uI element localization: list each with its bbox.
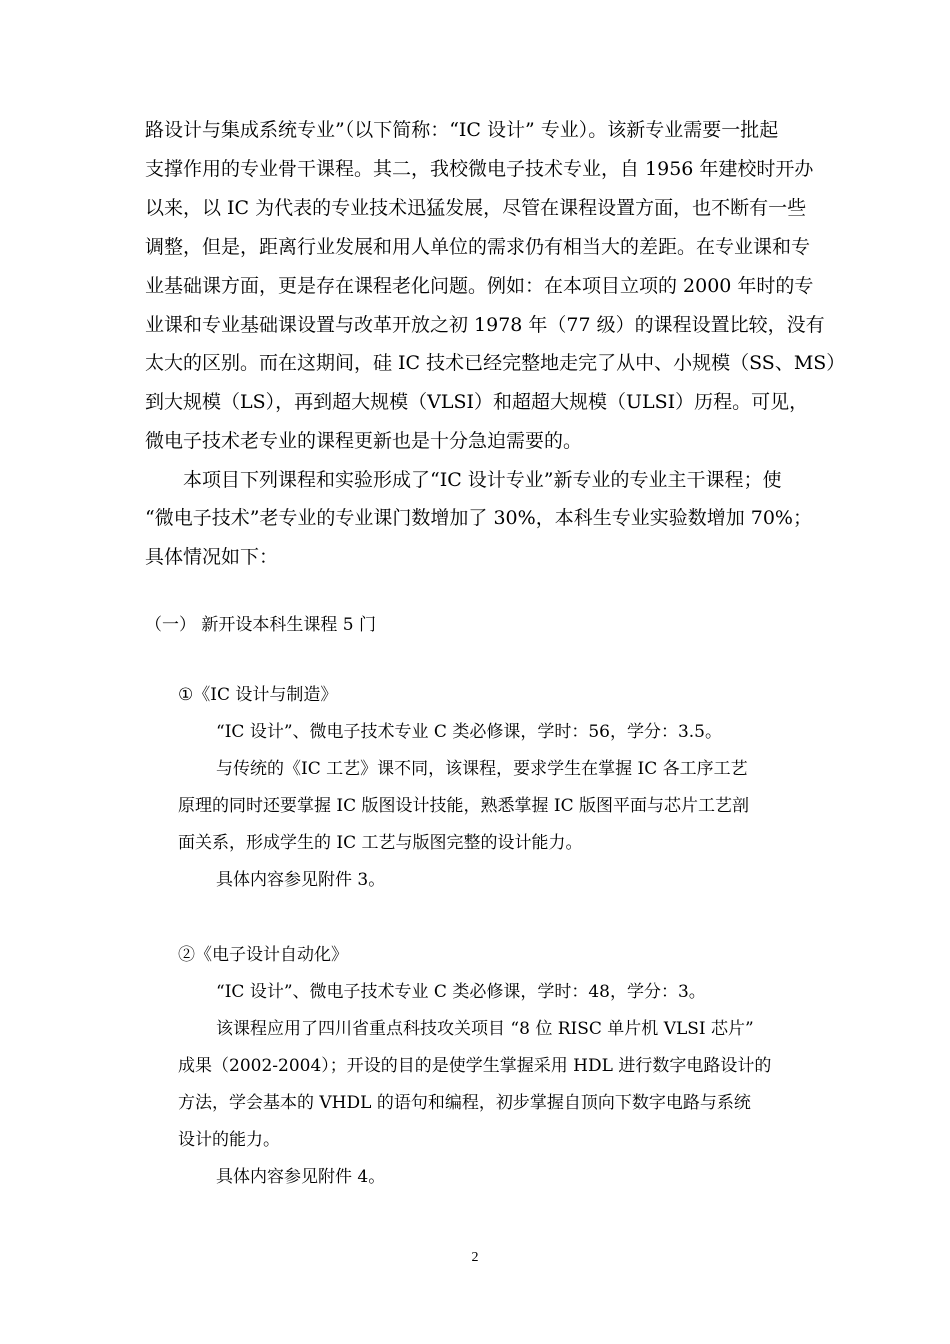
- course-meta: “IC 设计”、微电子技术专业 C 类必修课，学时：56，学分：3.5。: [216, 722, 722, 742]
- text-line: 路设计与集成系统专业”（以下简称：“IC 设计” 专业）。该新专业需要一批起: [145, 119, 779, 141]
- course-reference: 具体内容参见附件 4。: [216, 1167, 386, 1187]
- page-number: 2: [471, 1250, 479, 1265]
- text-line: 该课程应用了四川省重点科技攻关项目 “8 位 RISC 单片机 VLSI 芯片”: [216, 1019, 754, 1039]
- text-line: 面关系，形成学生的 IC 工艺与版图完整的设计能力。: [178, 833, 583, 853]
- section-heading: （一） 新开设本科生课程 5 门: [145, 615, 377, 635]
- text-line: 方法，学会基本的 VHDL 的语句和编程，初步掌握自顶向下数字电路与系统: [178, 1093, 751, 1113]
- text-line: 调整，但是，距离行业发展和用人单位的需求仍有相当大的差距。在专业课和专: [145, 236, 811, 258]
- text-line: 业基础课方面，更是存在课程老化问题。例如：在本项目立项的 2000 年时的专: [145, 275, 814, 297]
- text-line: 以来，以 IC 为代表的专业技术迅猛发展，尽管在课程设置方面，也不断有一些: [145, 197, 807, 219]
- text-line: 具体情况如下：: [145, 546, 279, 568]
- course-title: ①《IC 设计与制造》: [178, 685, 338, 705]
- text-line: 太大的区别。而在这期间，硅 IC 技术已经完整地走完了从中、小规模（SS、MS）: [145, 352, 846, 374]
- text-line: 业课和专业基础课设置与改革开放之初 1978 年（77 级）的课程设置比较，没有: [145, 314, 825, 336]
- course-meta: “IC 设计”、微电子技术专业 C 类必修课，学时：48，学分：3。: [216, 982, 706, 1002]
- text-line: 原理的同时还要掌握 IC 版图设计技能，熟悉掌握 IC 版图平面与芯片工艺剖: [178, 796, 750, 816]
- text-line: 与传统的《IC 工艺》课不同，该课程，要求学生在掌握 IC 各工序工艺: [216, 759, 748, 779]
- course-reference: 具体内容参见附件 3。: [216, 870, 386, 890]
- text-line: “微电子技术”老专业的专业课门数增加了 30%，本科生专业实验数增加 70%；: [145, 507, 812, 529]
- course-title: ②《电子设计自动化》: [178, 945, 348, 965]
- text-line: 支撑作用的专业骨干课程。其二，我校微电子技术专业，自 1956 年建校时开办: [145, 158, 814, 180]
- text-line: 本项目下列课程和实验形成了“IC 设计专业”新专业的专业主干课程；使: [183, 469, 782, 491]
- text-line: 设计的能力。: [178, 1130, 280, 1150]
- text-line: 成果（2002-2004）；开设的目的是使学生掌握采用 HDL 进行数字电路设计的: [178, 1056, 772, 1076]
- text-line: 到大规模（LS），再到超大规模（VLSI）和超超大规模（ULSI）历程。可见，: [145, 391, 809, 413]
- text-line: 微电子技术老专业的课程更新也是十分急迫需要的。: [145, 430, 583, 452]
